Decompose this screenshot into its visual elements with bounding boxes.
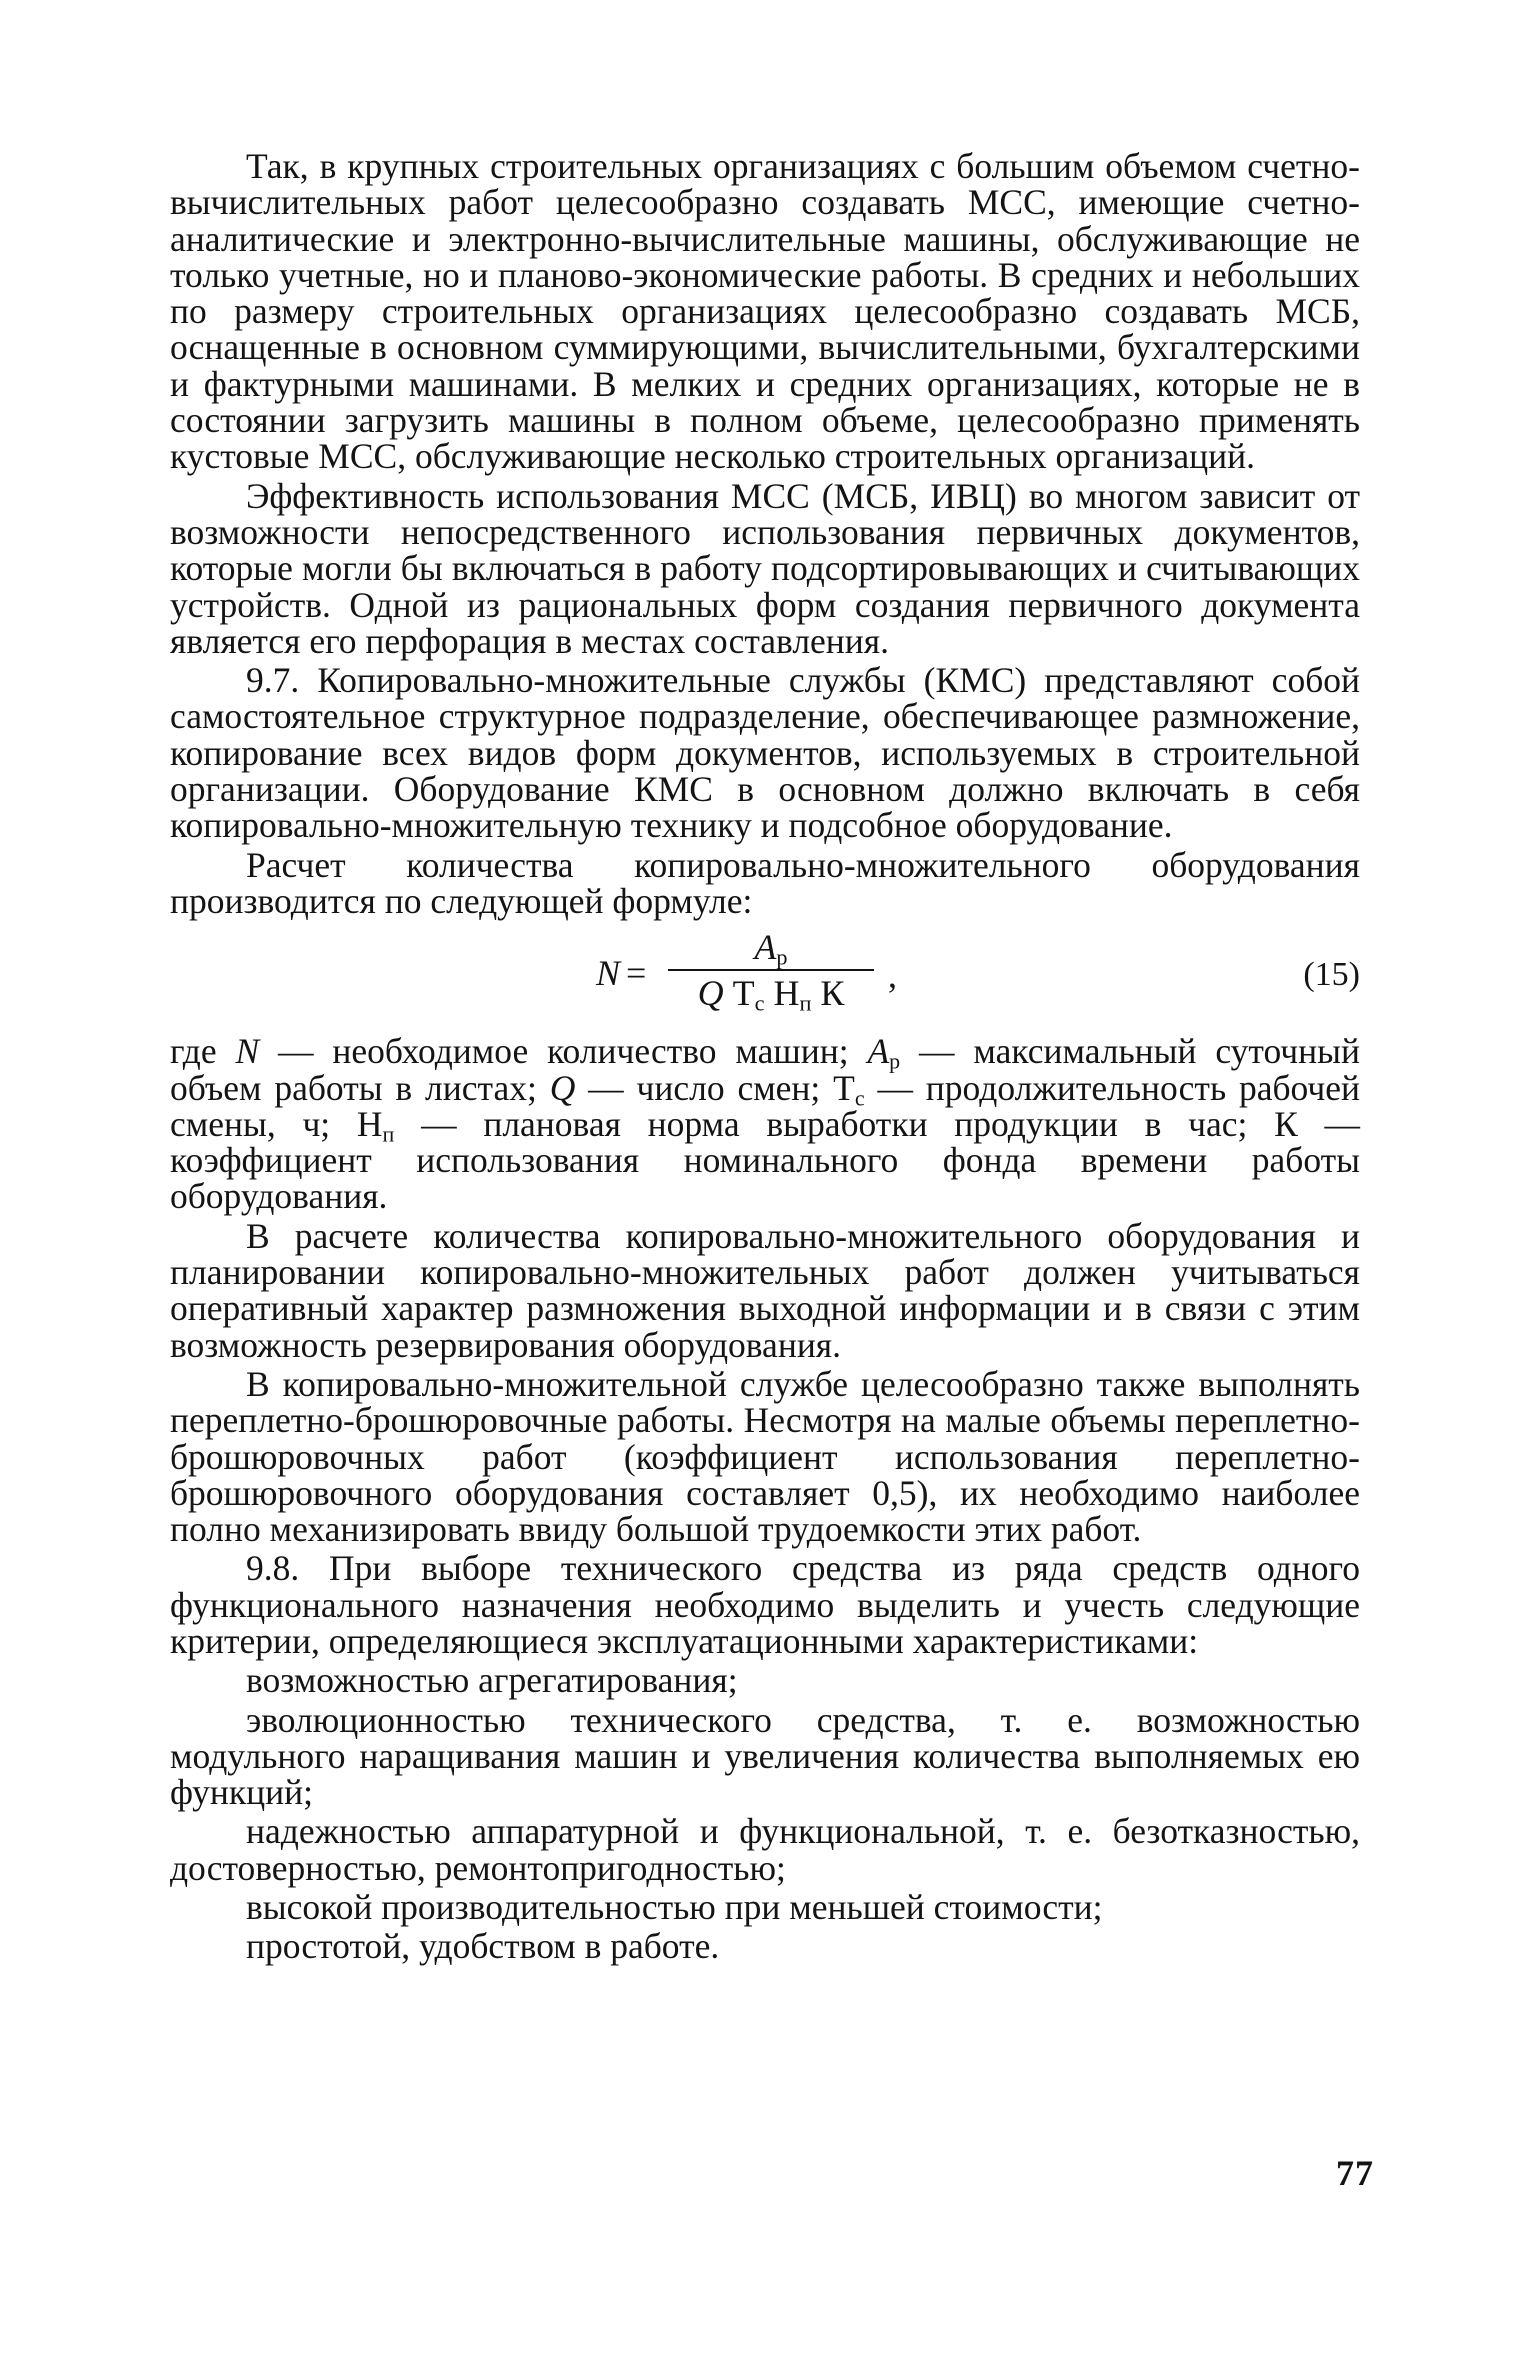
formula-15 xyxy=(170,927,1360,1021)
criterion-item: возможностью агрегатирования; xyxy=(246,1660,738,1701)
criterion-item: высокой производительностью при меньшей стоимости; xyxy=(246,1887,1103,1928)
body-text xyxy=(170,148,1360,1968)
criterion-item: простотой, удобством в работе. xyxy=(246,1926,720,1967)
formula-equals: = xyxy=(626,953,647,994)
paragraph-efficiency: Эффективность использования МСС (МСБ, ИВЦ) во многом зависит от возможности непосредственного использования первичных документов, которые могли бы включаться в работу подсортировывающих и считывающих устройств. Одной из рациональных форм создания первичного документа является его перфорация в местах составления. xyxy=(170,475,1360,661)
formula-numerator: $A_р$ xyxy=(754,927,788,970)
paragraph-section-9-8: 9.8. При выборе технического средства из ряда средств одного функционального назначения необходимо выделить и учесть следующие критерии, определяющиеся эксплуатационными характеристиками: xyxy=(170,1548,1360,1661)
formula-number: (15) xyxy=(1303,956,1360,994)
paragraph-formula-legend: где N — необходимое количество машин; $A_р$ — максимальный суточный объем работы в листах; Q — число смен; $Т_с$ — продолжительность рабочей смены, ч; $Н_п$ — плановая норма выработки продукции в час; К — коэффициент использования номинального фонда времени работы оборудования. xyxy=(170,1031,1360,1217)
criterion-item: эволюционностью технического средства, т. е. возможностью модульного наращивания машин и увеличения количества выполняемых ею функций; xyxy=(170,1699,1360,1813)
formula-fraction xyxy=(668,927,874,1016)
paragraph-binding-works: В копировально-множительной службе целесообразно также выполнять переплетно-брошюровочные работы. Несмотря на малые объемы переплетно-брошюровочных работ (коэффициент использования переплетно-брошюровочного оборудования составляет 0,5), их необходимо наиболее полно механизировать ввиду большой трудоемкости этих работ. xyxy=(170,1363,1360,1550)
formula-lhs: N xyxy=(596,953,621,994)
page-number: 77 xyxy=(1336,2153,1374,2193)
paragraph-mss-organization: Так, в крупных строительных организациях с большим объемом счетно-вычислительных работ целесообразно создавать МСС, имеющие счетно-аналитические и электронно-вычислительные машины, обслуживающие не только учетные, но и планово-экономические работы. В средних и небольших по размеру строительных организациях целесообразно создавать МСБ, оснащенные в основном суммирующими, вычислительными, бухгалтерскими и фактурными машинами. В мелких и средних организациях, которые не в состоянии загрузить машины в полном объеме, целесообразно применять кустовые МСС, обслуживающие несколько строительных организаций. xyxy=(170,146,1360,477)
fraction-bar xyxy=(668,969,874,971)
criterion-item: надежностью аппаратурной и функциональной, т. е. безотказностью, достоверностью, ремонтопригодностью; xyxy=(170,1811,1360,1888)
paragraph-formula-intro: Расчет количества копировально-множительного оборудования производится по следующей формуле: xyxy=(170,844,1360,921)
paragraph-reservation: В расчете количества копировально-множительного оборудования и планировании копировально-множительных работ должен учитываться оперативный характер размножения выходной информации и в связи с этим возможность резервирования оборудования. xyxy=(170,1215,1360,1365)
formula-comma: , xyxy=(888,955,897,996)
paragraph-section-9-7: 9.7. Копировально-множительные службы (КМС) представляют собой самостоятельное структурное подразделение, обеспечивающее размножение, копирование всех видов форм документов, используемых в строительной организации. Оборудование КМС в основном должно включать в себя копировально-множительную технику и подсобное оборудование. xyxy=(170,660,1360,846)
formula-denominator: Q $Т_с$ $Н_п$ К xyxy=(697,973,845,1016)
formula-expression xyxy=(596,927,956,1021)
